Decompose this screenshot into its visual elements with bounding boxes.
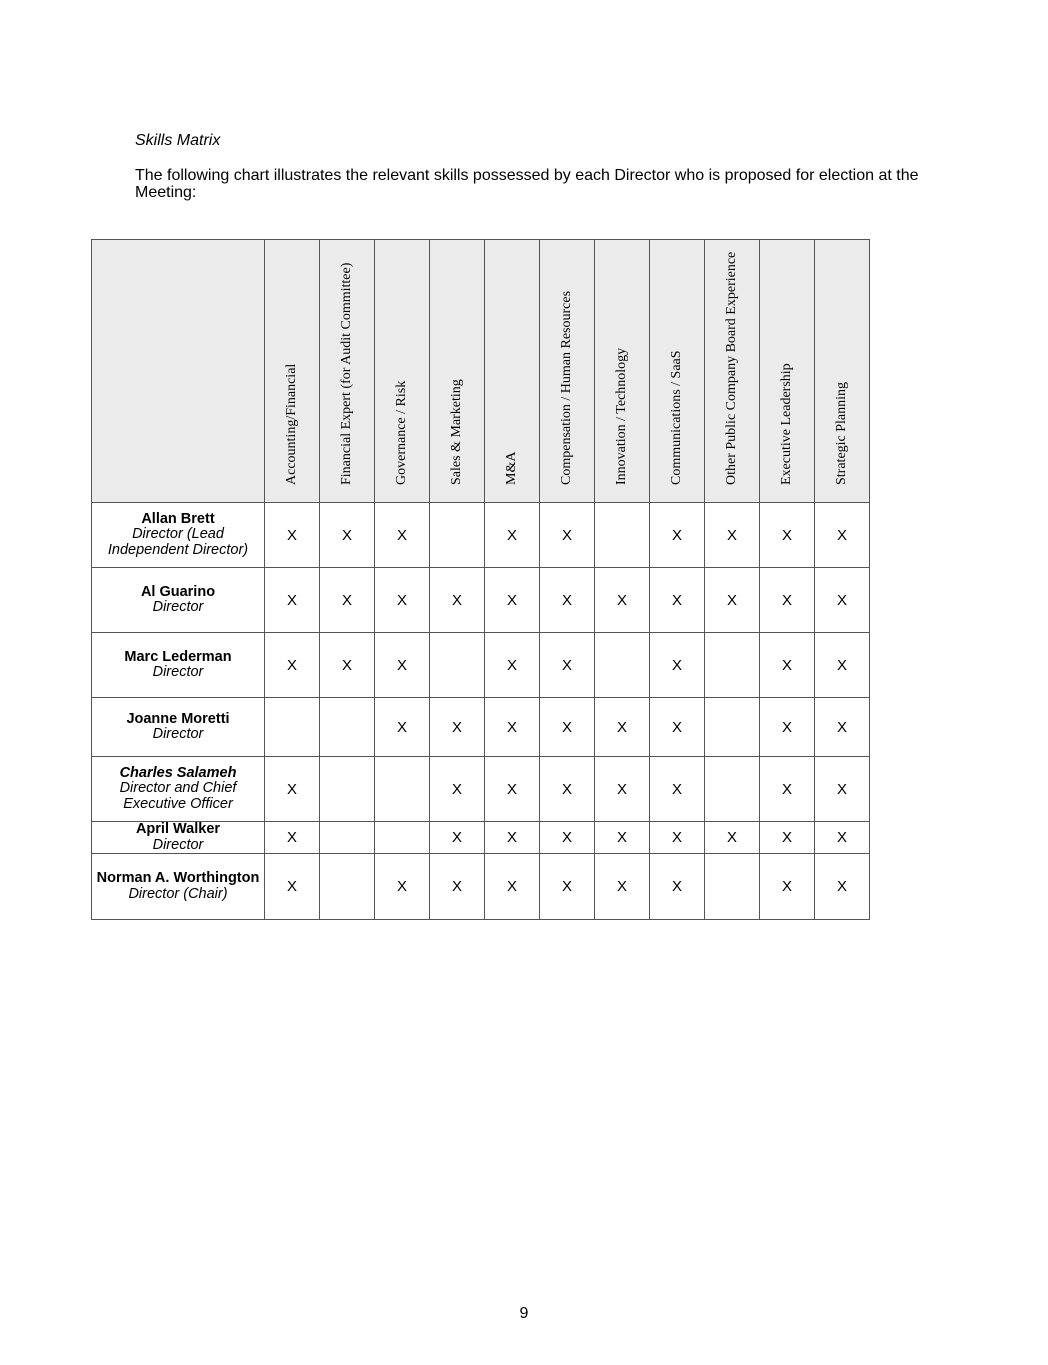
director-name: Joanne Moretti: [126, 710, 230, 727]
director-name: April Walker: [135, 821, 221, 837]
director-row: [92, 568, 870, 633]
skill-header-label: Strategic Planning: [834, 381, 849, 485]
skill-mark-cell: X: [595, 698, 650, 757]
skill-mark-cell: X: [705, 503, 760, 568]
skill-empty-cell: [705, 633, 760, 698]
director-cell: [92, 503, 265, 568]
director-row: [92, 698, 870, 757]
skill-mark-cell: X: [650, 757, 705, 822]
director-name: Marc Lederman: [124, 648, 232, 665]
skill-mark-cell: X: [485, 822, 540, 854]
skill-header-strategic-planning: [815, 240, 870, 503]
skill-empty-cell: [320, 698, 375, 757]
skill-mark-cell: X: [540, 568, 595, 633]
skill-header-label: M&A: [504, 451, 519, 485]
director-row: [92, 503, 870, 568]
skills-matrix-body: [92, 503, 870, 920]
skill-header-label: Sales & Marketing: [449, 379, 464, 485]
director-role: Director: [152, 836, 204, 853]
skill-empty-cell: [595, 633, 650, 698]
skill-empty-cell: [320, 757, 375, 822]
skill-mark-cell: X: [650, 698, 705, 757]
skill-mark-cell: X: [485, 568, 540, 633]
skill-mark-cell: X: [485, 698, 540, 757]
skill-header-other-public-company-board-experience: [705, 240, 760, 503]
skill-header-sales-and-marketing: [430, 240, 485, 503]
skill-mark-cell: X: [375, 854, 430, 920]
skill-mark-cell: X: [375, 633, 430, 698]
skill-mark-cell: X: [760, 854, 815, 920]
director-cell: [92, 854, 265, 920]
skill-mark-cell: X: [265, 822, 320, 854]
skill-mark-cell: X: [595, 568, 650, 633]
skill-empty-cell: [705, 854, 760, 920]
director-row: [92, 822, 870, 854]
skill-mark-cell: X: [485, 633, 540, 698]
skill-mark-cell: X: [320, 503, 375, 568]
director-role: Director: [152, 599, 204, 615]
skill-mark-cell: X: [650, 568, 705, 633]
skill-mark-cell: X: [540, 633, 595, 698]
skill-header-label: Governance / Risk: [394, 380, 409, 485]
skill-mark-cell: X: [320, 633, 375, 698]
skill-mark-cell: X: [760, 633, 815, 698]
director-role: Director: [152, 726, 204, 742]
director-name: Allan Brett: [141, 510, 215, 527]
skill-mark-cell: X: [650, 822, 705, 854]
skill-mark-cell: X: [650, 503, 705, 568]
skill-mark-cell: X: [760, 698, 815, 757]
skill-mark-cell: X: [265, 633, 320, 698]
skill-mark-cell: X: [430, 568, 485, 633]
director-role: Director and Chief Executive Officer: [119, 780, 237, 812]
skill-mark-cell: X: [760, 503, 815, 568]
skill-mark-cell: X: [540, 757, 595, 822]
skill-mark-cell: X: [540, 503, 595, 568]
skill-mark-cell: X: [265, 757, 320, 822]
skill-empty-cell: [705, 698, 760, 757]
skill-header-accounting-financial: [265, 240, 320, 503]
skill-mark-cell: X: [375, 503, 430, 568]
skill-mark-cell: X: [375, 698, 430, 757]
skill-mark-cell: X: [265, 503, 320, 568]
director-cell: [92, 822, 265, 854]
skill-mark-cell: X: [265, 568, 320, 633]
skill-mark-cell: X: [595, 854, 650, 920]
skill-mark-cell: X: [650, 633, 705, 698]
director-row: [92, 633, 870, 698]
director-cell: [92, 568, 265, 633]
skill-header-label: Other Public Company Board Experience: [724, 251, 739, 485]
skill-empty-cell: [595, 503, 650, 568]
skill-mark-cell: X: [815, 757, 870, 822]
skill-header-manda: [485, 240, 540, 503]
skill-header-label: Executive Leadership: [779, 363, 794, 485]
skill-mark-cell: X: [430, 698, 485, 757]
skills-matrix-table: [91, 239, 870, 920]
skill-mark-cell: X: [815, 822, 870, 854]
skill-empty-cell: [375, 822, 430, 854]
skill-mark-cell: X: [265, 854, 320, 920]
page-number: 9: [519, 1305, 529, 1322]
skill-mark-cell: X: [760, 568, 815, 633]
skill-mark-cell: X: [375, 568, 430, 633]
skill-mark-cell: X: [705, 568, 760, 633]
skill-mark-cell: X: [815, 854, 870, 920]
intro-paragraph: The following chart illustrates the relevant skills possessed by each Director who is proposed for election at the Meeting:: [135, 167, 919, 201]
skill-empty-cell: [320, 854, 375, 920]
director-cell: [92, 698, 265, 757]
skill-mark-cell: X: [430, 854, 485, 920]
director-name: Charles Salameh: [119, 764, 237, 781]
skill-mark-cell: X: [760, 757, 815, 822]
skill-mark-cell: X: [540, 698, 595, 757]
director-row: [92, 757, 870, 822]
skill-mark-cell: X: [485, 503, 540, 568]
skill-mark-cell: X: [540, 822, 595, 854]
director-role: Director (Chair): [128, 885, 228, 902]
skill-empty-cell: [430, 633, 485, 698]
skill-header-innovation-technology: [595, 240, 650, 503]
skill-mark-cell: X: [320, 568, 375, 633]
director-role: Director (Lead Independent Director): [107, 526, 249, 558]
skill-header-compensation-human-resources: [540, 240, 595, 503]
skill-mark-cell: X: [595, 757, 650, 822]
skill-header-label: Innovation / Technology: [614, 347, 629, 485]
skill-header-label: Compensation / Human Resources: [559, 290, 574, 485]
section-title: Skills Matrix: [135, 132, 221, 149]
skill-mark-cell: X: [430, 822, 485, 854]
director-role: Director: [152, 664, 204, 680]
skill-empty-cell: [375, 757, 430, 822]
director-name: Norman A. Worthington: [96, 870, 260, 886]
skill-header-label: Financial Expert (for Audit Committee): [339, 262, 354, 485]
skill-mark-cell: X: [595, 822, 650, 854]
skill-mark-cell: X: [485, 854, 540, 920]
skill-header-governance-risk: [375, 240, 430, 503]
skills-header-row: [92, 240, 870, 503]
skill-mark-cell: X: [815, 633, 870, 698]
skill-header-financial-expert-for-audit-committee: [320, 240, 375, 503]
director-cell: [92, 757, 265, 822]
director-cell: [92, 633, 265, 698]
skill-mark-cell: X: [760, 822, 815, 854]
skill-mark-cell: X: [430, 757, 485, 822]
skill-mark-cell: X: [815, 698, 870, 757]
skill-mark-cell: X: [815, 568, 870, 633]
director-row: [92, 854, 870, 920]
header-corner-cell: [92, 240, 265, 503]
skill-header-executive-leadership: [760, 240, 815, 503]
skill-header-label: Accounting/Financial: [284, 363, 299, 485]
director-name: Al Guarino: [140, 583, 216, 600]
skill-empty-cell: [265, 698, 320, 757]
skill-empty-cell: [705, 757, 760, 822]
skill-header-label: Communications / SaaS: [669, 350, 684, 485]
skill-empty-cell: [430, 503, 485, 568]
skill-mark-cell: X: [815, 503, 870, 568]
skill-header-communications-saas: [650, 240, 705, 503]
skill-empty-cell: [320, 822, 375, 854]
skill-mark-cell: X: [650, 854, 705, 920]
skill-mark-cell: X: [485, 757, 540, 822]
skill-mark-cell: X: [540, 854, 595, 920]
skill-mark-cell: X: [705, 822, 760, 854]
